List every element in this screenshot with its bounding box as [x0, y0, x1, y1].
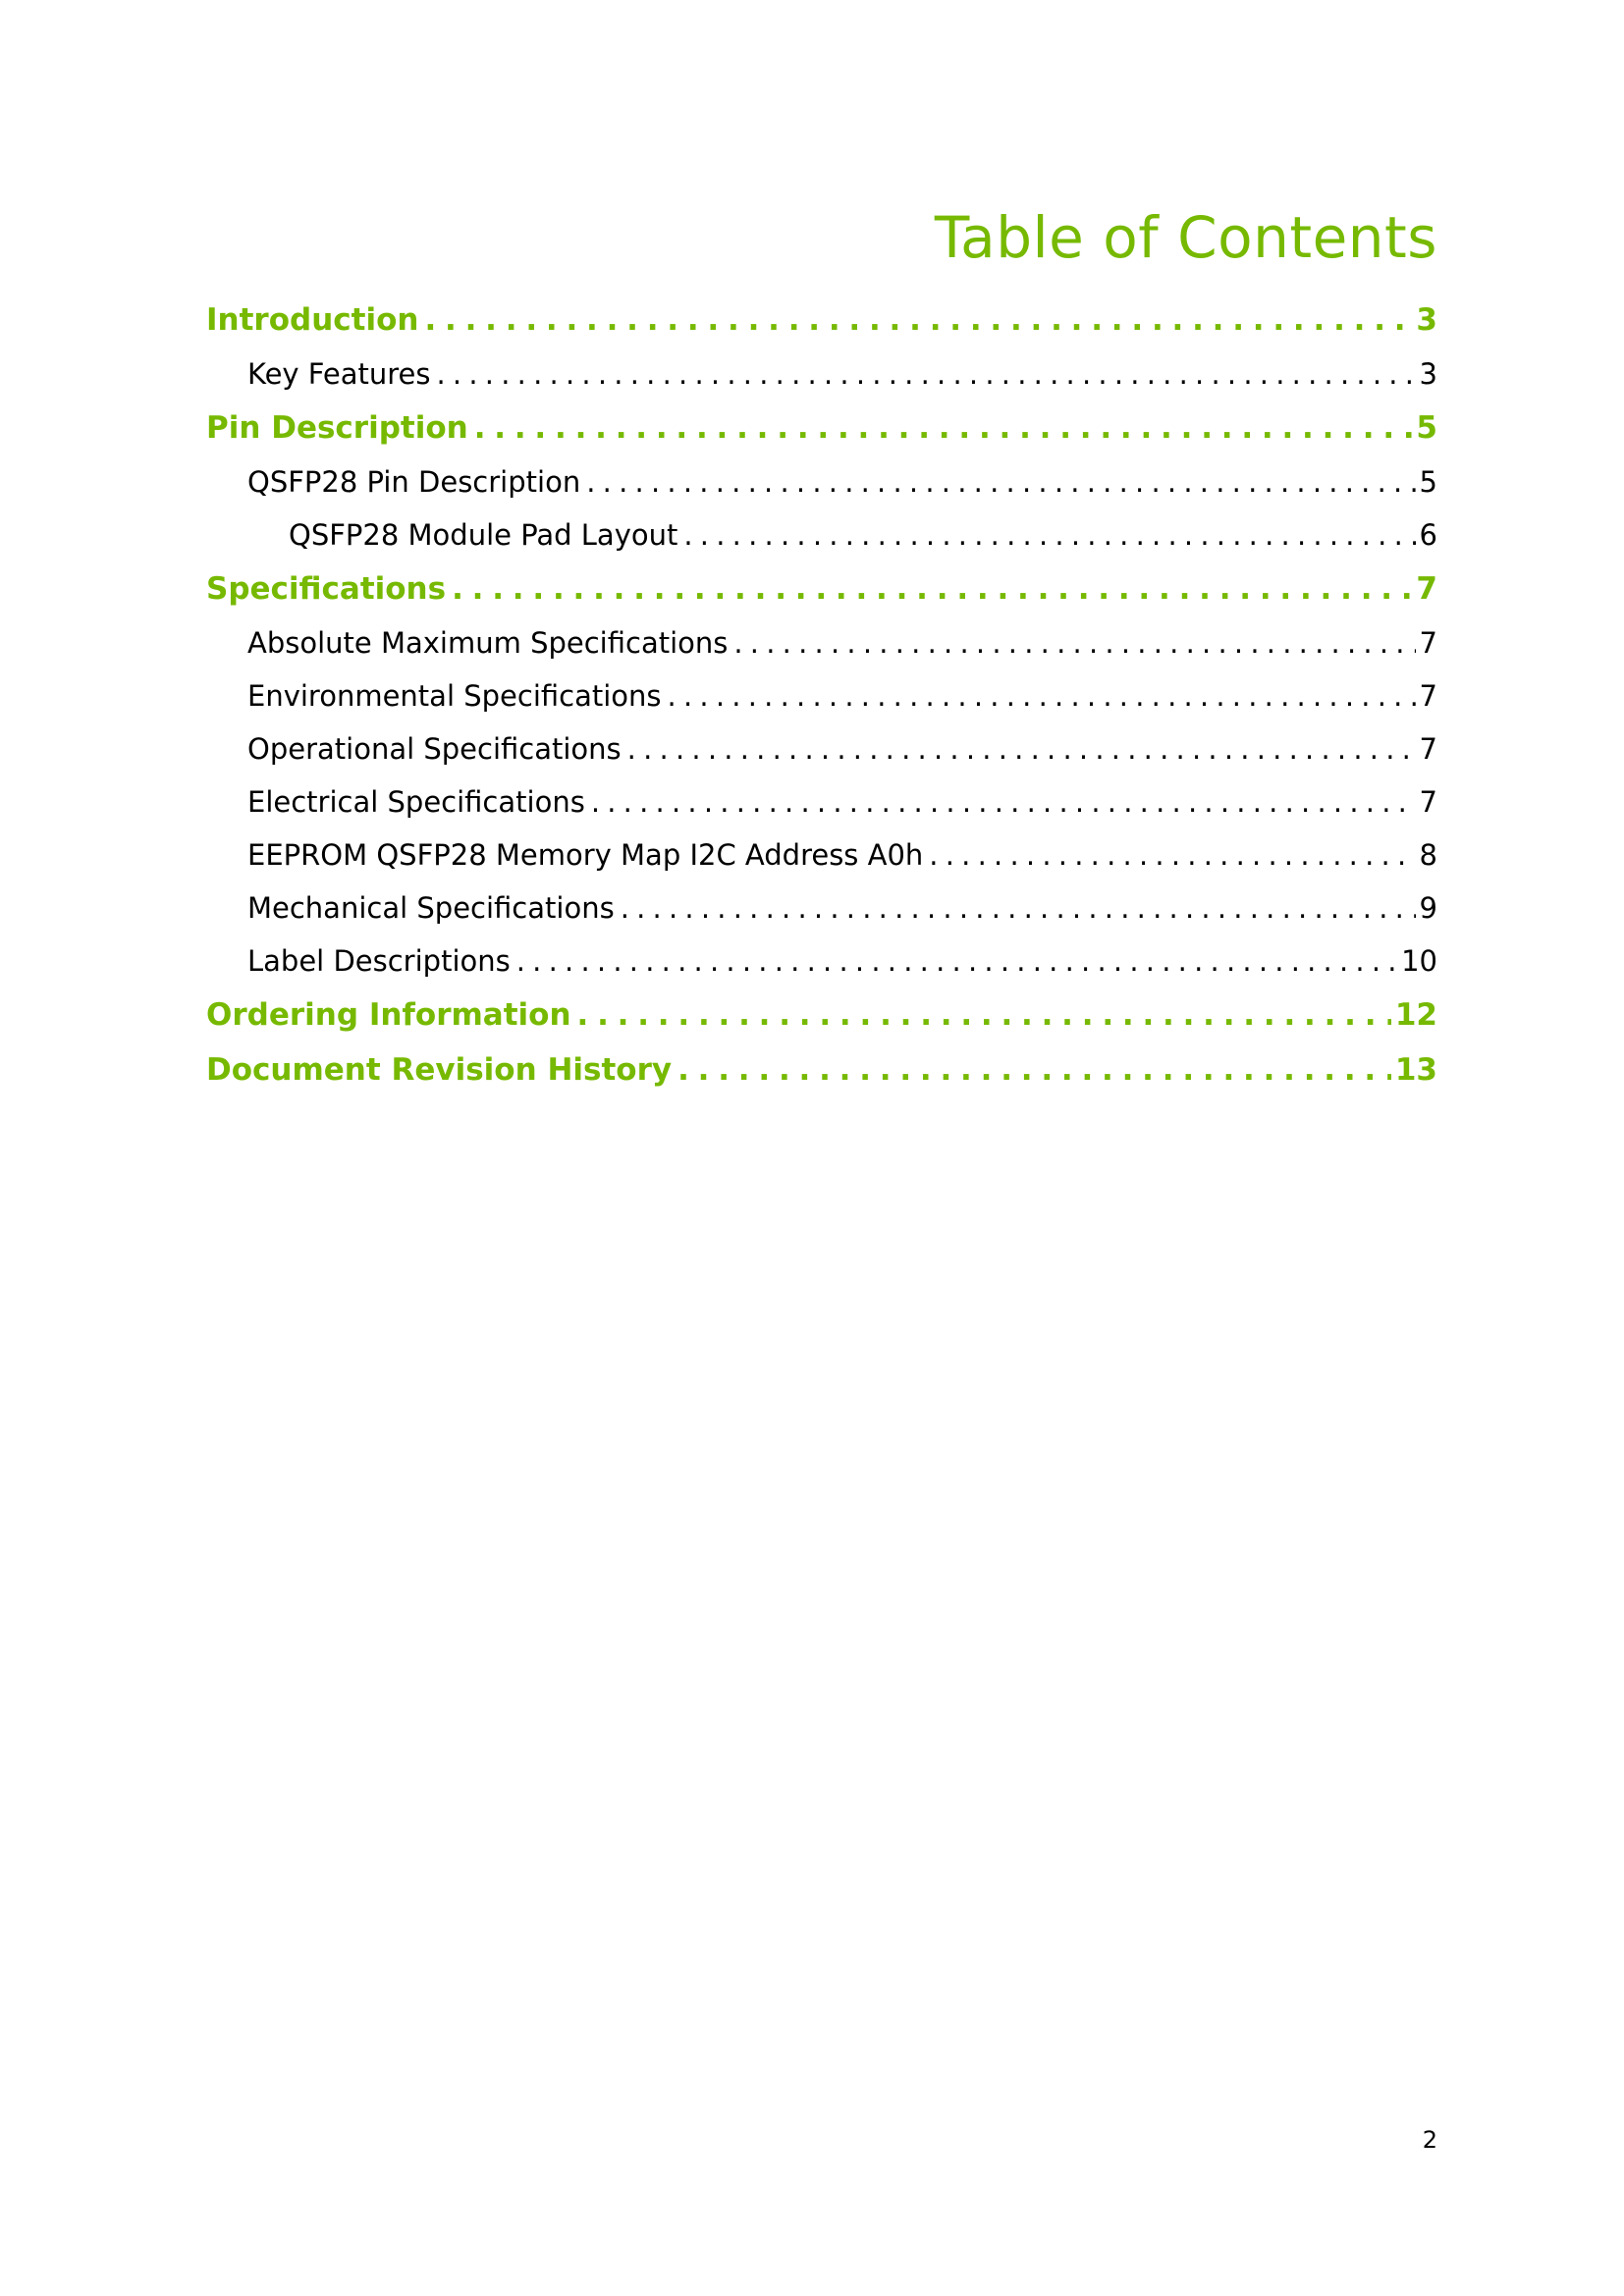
toc-entry-label-descriptions[interactable]	[206, 934, 1437, 988]
toc-entry-qsfp28-module-pad-layout[interactable]	[206, 508, 1437, 561]
toc-entry-electrical-specifications[interactable]	[206, 775, 1437, 828]
toc-entry-page-number: 5	[1419, 465, 1437, 499]
dot-leader	[929, 828, 1415, 881]
dot-leader	[733, 616, 1415, 669]
dot-leader	[516, 934, 1397, 988]
dot-leader	[591, 775, 1416, 828]
toc-entry-page-number: 6	[1419, 518, 1437, 552]
toc-entry-label: Mechanical Specifications	[247, 891, 615, 925]
toc-entry-page-number: 7	[1416, 571, 1437, 607]
toc-entry-absolute-maximum-specifications[interactable]	[206, 616, 1437, 669]
toc-entry-page-number: 7	[1419, 679, 1437, 713]
dot-leader	[452, 561, 1412, 616]
page-title: Table of Contents	[934, 204, 1437, 271]
toc-entry-introduction[interactable]	[206, 293, 1437, 347]
page-number: 2	[1422, 2126, 1437, 2154]
toc-entry-page-number: 9	[1419, 891, 1437, 925]
toc-entry-label: Operational Specifications	[247, 732, 622, 766]
toc-entry-operational-specifications[interactable]	[206, 722, 1437, 775]
toc-entry-label: Document Revision History	[206, 1052, 673, 1088]
dot-leader	[668, 669, 1416, 722]
toc-entry-page-number: 7	[1419, 732, 1437, 766]
toc-entry-mechanical-specifications[interactable]	[206, 881, 1437, 934]
dot-leader	[683, 508, 1415, 561]
dot-leader	[437, 347, 1416, 400]
toc-entry-label: Absolute Maximum Specifications	[247, 626, 729, 660]
toc-entry-label: Specifications	[206, 571, 447, 607]
dot-leader	[474, 400, 1413, 455]
toc-entry-page-number: 3	[1419, 357, 1437, 391]
toc-entry-page-number: 13	[1394, 1052, 1437, 1088]
toc-entry-label: Label Descriptions	[247, 944, 511, 978]
toc-entry-label: Environmental Specifications	[247, 679, 662, 713]
toc-entry-pin-description[interactable]	[206, 400, 1437, 455]
toc-entry-label: Ordering Information	[206, 997, 571, 1033]
dot-leader	[577, 988, 1391, 1042]
dot-leader	[424, 293, 1412, 347]
dot-leader	[627, 722, 1416, 775]
toc-entry-label: Key Features	[247, 357, 431, 391]
toc-entry-eeprom-memory-map[interactable]	[206, 828, 1437, 881]
toc-entry-specifications[interactable]	[206, 561, 1437, 616]
toc-entry-ordering-information[interactable]	[206, 988, 1437, 1042]
toc-entry-page-number: 5	[1416, 410, 1437, 446]
dot-leader	[586, 455, 1415, 508]
toc-entry-label: QSFP28 Pin Description	[247, 465, 581, 499]
toc-entry-label: EEPROM QSFP28 Memory Map I2C Address A0h	[247, 838, 924, 872]
toc-entry-document-revision-history[interactable]	[206, 1042, 1437, 1097]
toc-entry-label: Introduction	[206, 302, 419, 338]
toc-entry-page-number: 7	[1419, 626, 1437, 660]
toc-entry-page-number: 10	[1401, 944, 1437, 978]
toc-entry-page-number: 3	[1416, 302, 1437, 338]
table-of-contents	[206, 293, 1437, 1097]
toc-entry-key-features[interactable]	[206, 347, 1437, 400]
toc-entry-label: Pin Description	[206, 410, 468, 446]
toc-entry-label: Electrical Specifications	[247, 785, 585, 819]
dot-leader	[677, 1042, 1391, 1097]
toc-entry-page-number: 8	[1419, 838, 1437, 872]
dot-leader	[621, 881, 1416, 934]
toc-entry-label: QSFP28 Module Pad Layout	[289, 518, 678, 552]
toc-entry-page-number: 7	[1419, 785, 1437, 819]
toc-entry-qsfp28-pin-description[interactable]	[206, 455, 1437, 508]
toc-entry-environmental-specifications[interactable]	[206, 669, 1437, 722]
toc-entry-page-number: 12	[1394, 997, 1437, 1033]
